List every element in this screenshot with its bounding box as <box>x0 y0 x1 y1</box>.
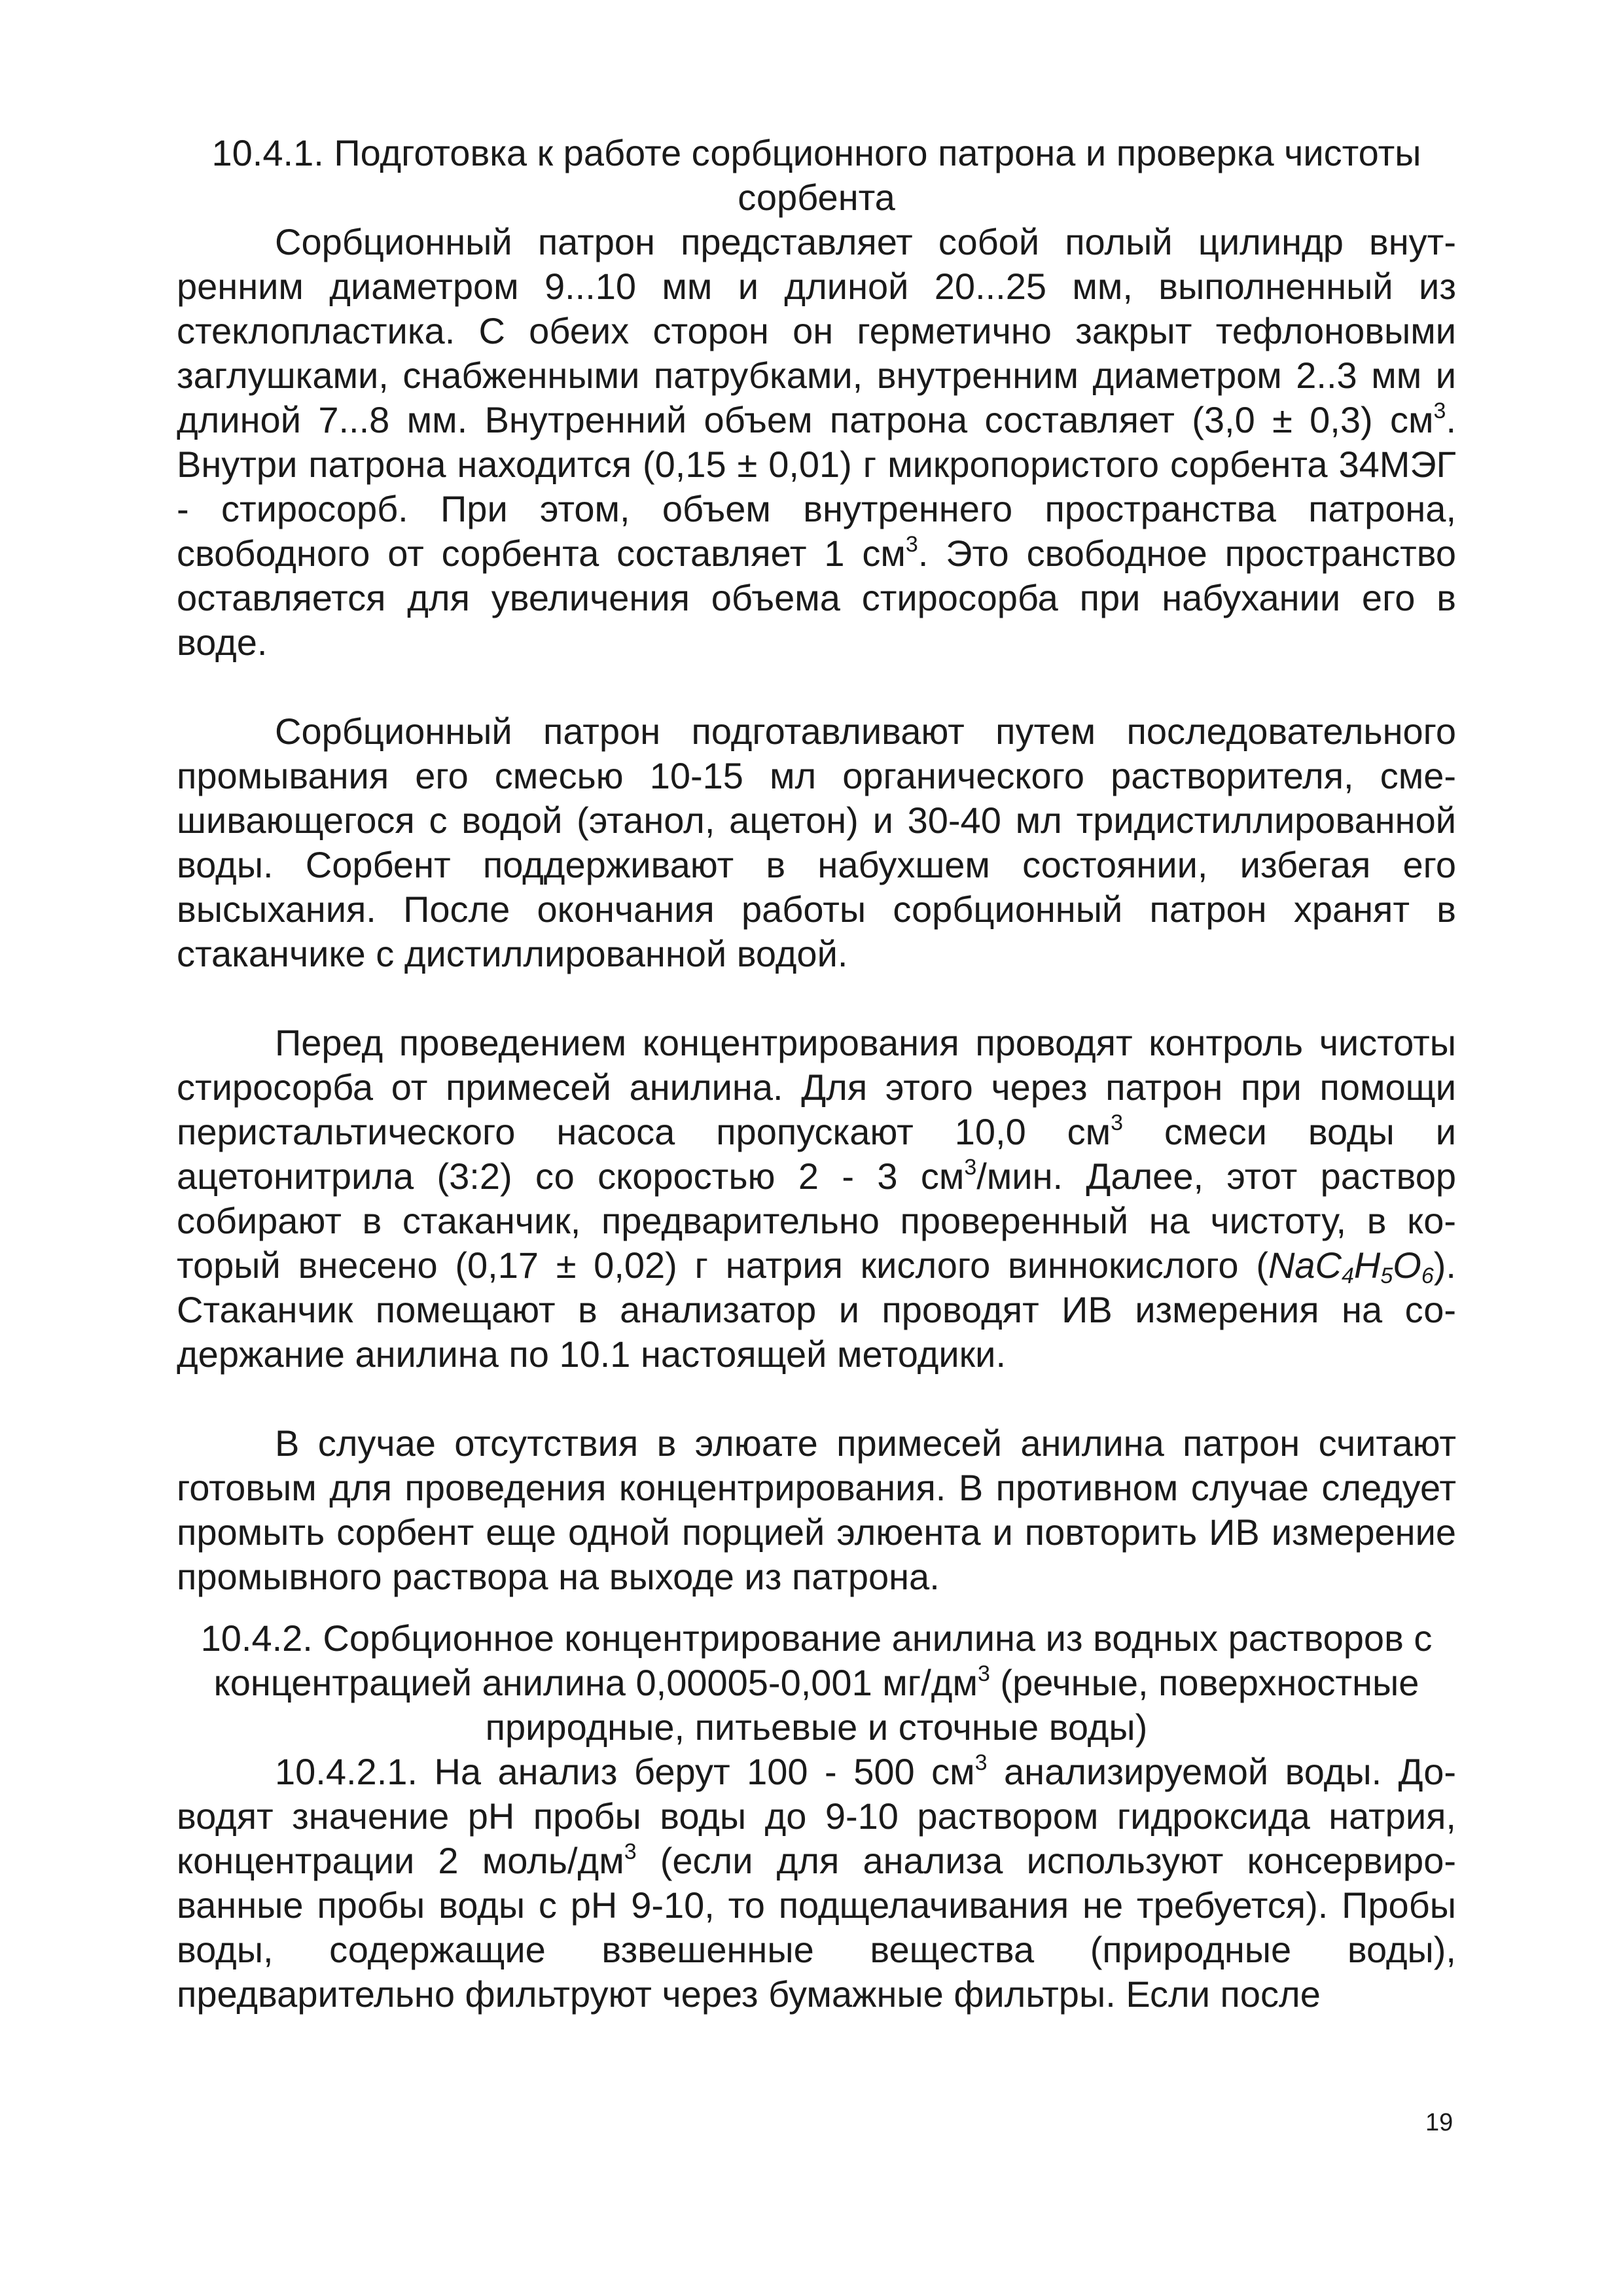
chemical-formula: $NaC_4H_5O_6$ <box>1268 1245 1434 1288</box>
paragraph-cartridge-preparation: Сорбционный патрон подготавливают путем последовательного промывания его смесью 10-15 мл органического растворителя, смешивающегося с водой (этанол, ацетон) и 30-40 мл тридистиллированной воды. Сорбент поддерживают в набухшем состоянии, избегая его высыхания. После окончания работы сорбционный патрон хранят в стаканчике с дистиллированной водой. <box>177 711 1456 974</box>
paragraph-cartridge-ready: В случае отсутствия в элюате примесей анилина патрон считают готовым для проведения концентрирования. В противном случае следует промыть сорбент еще одной порцией элюента и повторить ИВ измерение промывного раствора на выходе из патрона. <box>177 1422 1456 1597</box>
page-number: 19 <box>1425 2109 1454 2136</box>
page-content <box>177 131 1456 2017</box>
paragraph-cartridge-description: Сорбционный патрон представляет собой полый цилиндр внутренним диаметром 9...10 мм и длиной 20...25 мм, выполненный из стеклопластика. С обеих сторон он герметично закрыт тефлоновыми заглушками, снабженными патрубками, внутренним диаметром 2..3 мм и длиной 7...8 мм. Внутренний объем патрона составляет (3,0 ± 0,3) $см^3$. Внутри патрона находится (0,15 ± 0,01) г микропористого сорбента 34МЭГ - стиросорб. При этом, объем внутреннего пространства патрона, свободного от сорбента составляет 1 $см^3$. Это свободное пространство оставляется для увеличения объема стиросорба при набухании его в воде. <box>177 221 1456 663</box>
paragraph-sample-preparation: 10.4.2.1. На анализ берут 100 - 500 $см^3$ анализируемой воды. Доводят значение рН пробы воды до 9-10 раствором гидроксида натрия, концентрации 2 моль/$дм^3$ (если для анализа используют консервированные пробы воды с рН 9-10, то подщелачивания не требуется). Пробы воды, содержащие взвешенные вещества (природные воды), предварительно фильтруют через бумажные фильтры. Если после <box>177 1750 1456 2015</box>
section-heading-10-4-2: 10.4.2. Сорбционное концентрирование анилина из водных растворов с концентрацией анилина 0,00005-0,001 $мг/дм^3$ (речные, поверхностные природные, питьевые и сточные воды) <box>200 1617 1433 1748</box>
section-heading-10-4-1: 10.4.1. Подготовка к работе сорбционного патрона и проверка чистоты сорбента <box>211 132 1421 218</box>
paragraph-sorbent-purity-check: Перед проведением концентрирования проводят контроль чистоты стиросорба от примесей анилина. Для этого через патрон при помощи перистальтического насоса пропускают 10,0 $см^3$ смеси воды и ацетонитрила (3:2) со скоростью 2 - 3 $см^3$/мин. Далее, этот раствор собирают в стаканчик, предварительно проверенный на чистоту, в который внесено (0,17 ± 0,02) г натрия кислого виннокислого $(NaC_4H_5O_6)$. Стаканчик помещают в анализатор и проводят ИВ измерения на содержание анилина по 10.1 настоящей методики. <box>177 1022 1456 1375</box>
